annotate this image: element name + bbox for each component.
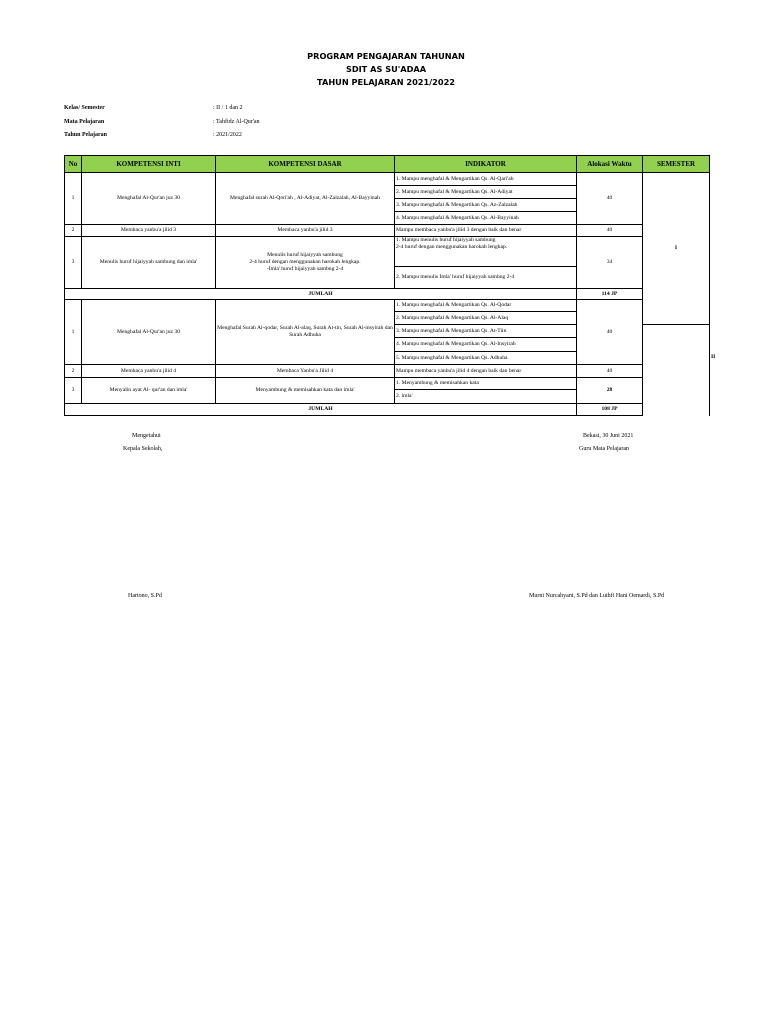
cell-indikator: 1. Mampu menghafal & Mengartikan Qs. Al-Qari'ah (395, 173, 577, 186)
cell-kompetensi-dasar: Menghafal surah Al-Qori'ah , Al-Adiyat, Al-Zalzalah, Al-Bayyinah (216, 173, 395, 225)
jumlah-row (65, 289, 710, 300)
sig-right-date: Bekasi, 30 Juni 2021 (583, 433, 634, 439)
kd-line: 2-4 huruf dengan menggunakan harokah lengkap. (249, 259, 361, 266)
doc-title-line3: TAHUN PELAJARAN 2021/2022 (317, 77, 455, 87)
program-table (64, 155, 716, 416)
cell-alokasi: 40 (577, 225, 643, 237)
cell-alokasi: 40 (577, 300, 643, 365)
header-semester: SEMESTER (643, 156, 710, 173)
cell-kompetensi-dasar: Menyambung & memisahkan kata dan imla' (216, 378, 395, 404)
meta-mapel-value: : Tahfidz Al-Qur'an (213, 119, 260, 125)
cell-kompetensi-dasar: Menghafal Surah Al-qodar, Surah Al-alaq, Surah At-tin, Surah Al-insyirah dan Surah Adhuha (216, 300, 395, 365)
meta-kelas-value: : II / 1 dan 2 (213, 105, 243, 111)
cell-indikator: Mampu membaca yanbu'a jilid 3 dengan baik dan benar (395, 225, 577, 237)
jumlah-row (65, 404, 710, 416)
cell-indikator: 1. Menyambung & memisahkan kata (395, 378, 577, 390)
cell-semester: I (643, 173, 710, 325)
cell-indikator: Mampu membaca yanbu'a jilid 4 dengan baik dan benar (395, 365, 577, 378)
table-header-row (65, 156, 710, 173)
cell-indikator: 1. Mampu menghafal & Mengartikan Qs. Al-Qodar (395, 300, 577, 312)
cell-no: 1 (65, 173, 82, 225)
table-row: 1 Menghafal Al-Qur'an juz 30 Menghafal Surah Al-qodar, Surah Al-alaq, Surah At-tin, Surah Al-insyirah dan Surah Adhuha 1. Mampu menghafal & Mengartikan Qs. Al-Qodar 40 II (65, 300, 710, 312)
header-kompetensi-inti: KOMPETENSI INTI (82, 156, 216, 173)
cell-no: 3 (65, 378, 82, 404)
meta-tahun-label: Tahun Pelajaran (64, 132, 107, 138)
table-row (65, 365, 710, 378)
cell-no: 3 (65, 237, 82, 289)
cell-alokasi: 34 (577, 237, 643, 289)
doc-title-line1: PROGRAM PENGAJARAN TAHUNAN (307, 51, 465, 61)
cell-kompetensi-dasar: Membaca Yanbu'a Jilid 4 (216, 365, 395, 378)
cell-alokasi: 40 (577, 365, 643, 378)
cell-indikator: 4. Mampu menghafal & Mengartikan Qs. Al-Insyirah (395, 338, 577, 352)
indikator-line: 2-4 huruf dengan menggunakan harokah lengkap. (396, 243, 508, 250)
sig-left-name: Hartono, S.Pd (128, 593, 162, 599)
indikator-line: 1. Mampu menulis huruf hijaiyyah sambung (396, 237, 496, 243)
cell-indikator (395, 237, 577, 267)
cell-kompetensi-inti: Menulis huruf hijaiyyah sambung dan imla' (82, 237, 216, 289)
table-row (65, 173, 710, 186)
cell-indikator: 3. Mampu menghafal & Mengartikan Qs. Az-Zalzalah (395, 199, 577, 212)
doc-title-line2: SDIT AS SU'ADAA (345, 64, 427, 74)
jumlah-label: JUMLAH (65, 289, 577, 300)
cell-no: 2 (65, 225, 82, 237)
cell-kompetensi-inti: Menyalin ayat Al- qur'an dan imla' (82, 378, 216, 404)
cell-kompetensi-inti: Menghafal Al-Qur'an juz 30 (82, 173, 216, 225)
table-row (65, 225, 710, 237)
sig-left-line2: Kepala Sekolah, (123, 446, 163, 452)
cell-kompetensi-dasar (216, 237, 395, 289)
cell-alokasi: 40 (577, 173, 643, 225)
cell-no: 2 (65, 365, 82, 378)
header-indikator: INDIKATOR (395, 156, 577, 173)
meta-mapel-label: Mata Pelajaran (64, 119, 105, 125)
cell-indikator: 3. Mampu menghafal & Mengartikan Qs. At-Tiin (395, 325, 577, 338)
cell-indikator: 2. Mampu menghafal & Mengartikan Qs. Al-Adiyat (395, 186, 577, 199)
meta-tahun-value: : 2021/2022 (213, 132, 242, 138)
cell-indikator: 4. Mampu menghafal & Mengartikan Qs. Al-Bayyinah (395, 212, 577, 225)
header-no: No (65, 156, 82, 173)
cell-kompetensi-inti: Membaca yanbu'a jilid 4 (82, 365, 216, 378)
cell-indikator: 2. Mampu menghafal & Mengartikan Qs. Al-Alaq (395, 312, 577, 325)
cell-kompetensi-inti: Membaca yanbu'a jilid 3 (82, 225, 216, 237)
sig-right-line2: Guru Mata Pelajaran (579, 446, 629, 452)
header-kompetensi-dasar: KOMPETENSI DASAR (216, 156, 395, 173)
kd-line: -Imla' huruf hijaiyyah sambng 2-4 (266, 265, 344, 272)
cell-indikator: 5. Mampu menghafal & Mengartikan Qs. Adhuha (395, 352, 577, 365)
table-row (65, 237, 710, 267)
kd-line: Menulis huruf hijaiyyah sambung (267, 252, 343, 259)
table-row (65, 378, 710, 390)
cell-indikator: 2. Mampu menulis Imla' huruf hijaiyyah sambng 2-4 (395, 267, 577, 289)
meta-kelas-label: Kelas/ Semester (64, 105, 105, 111)
sig-left-line1: Mengetahui (132, 433, 161, 439)
jumlah-value: 114 JP (577, 289, 643, 300)
jumlah-label: JUMLAH (65, 404, 577, 416)
cell-indikator: 2. imla' (395, 390, 577, 404)
cell-no: 1 (65, 300, 82, 365)
header-alokasi-waktu: Alokasi Waktu (577, 156, 643, 173)
cell-kompetensi-inti: Menghafal Al-Qur'an juz 30 (82, 300, 216, 365)
jumlah-value: 108 JP (577, 404, 643, 416)
cell-kompetensi-dasar: Membaca yanbu'a jilid 3 (216, 225, 395, 237)
cell-alokasi: 28 (577, 378, 643, 404)
sig-right-name: Murni Nurcahyani, S.Pd dan Luthfi Hani Oemardi, S.Pd (529, 593, 665, 599)
